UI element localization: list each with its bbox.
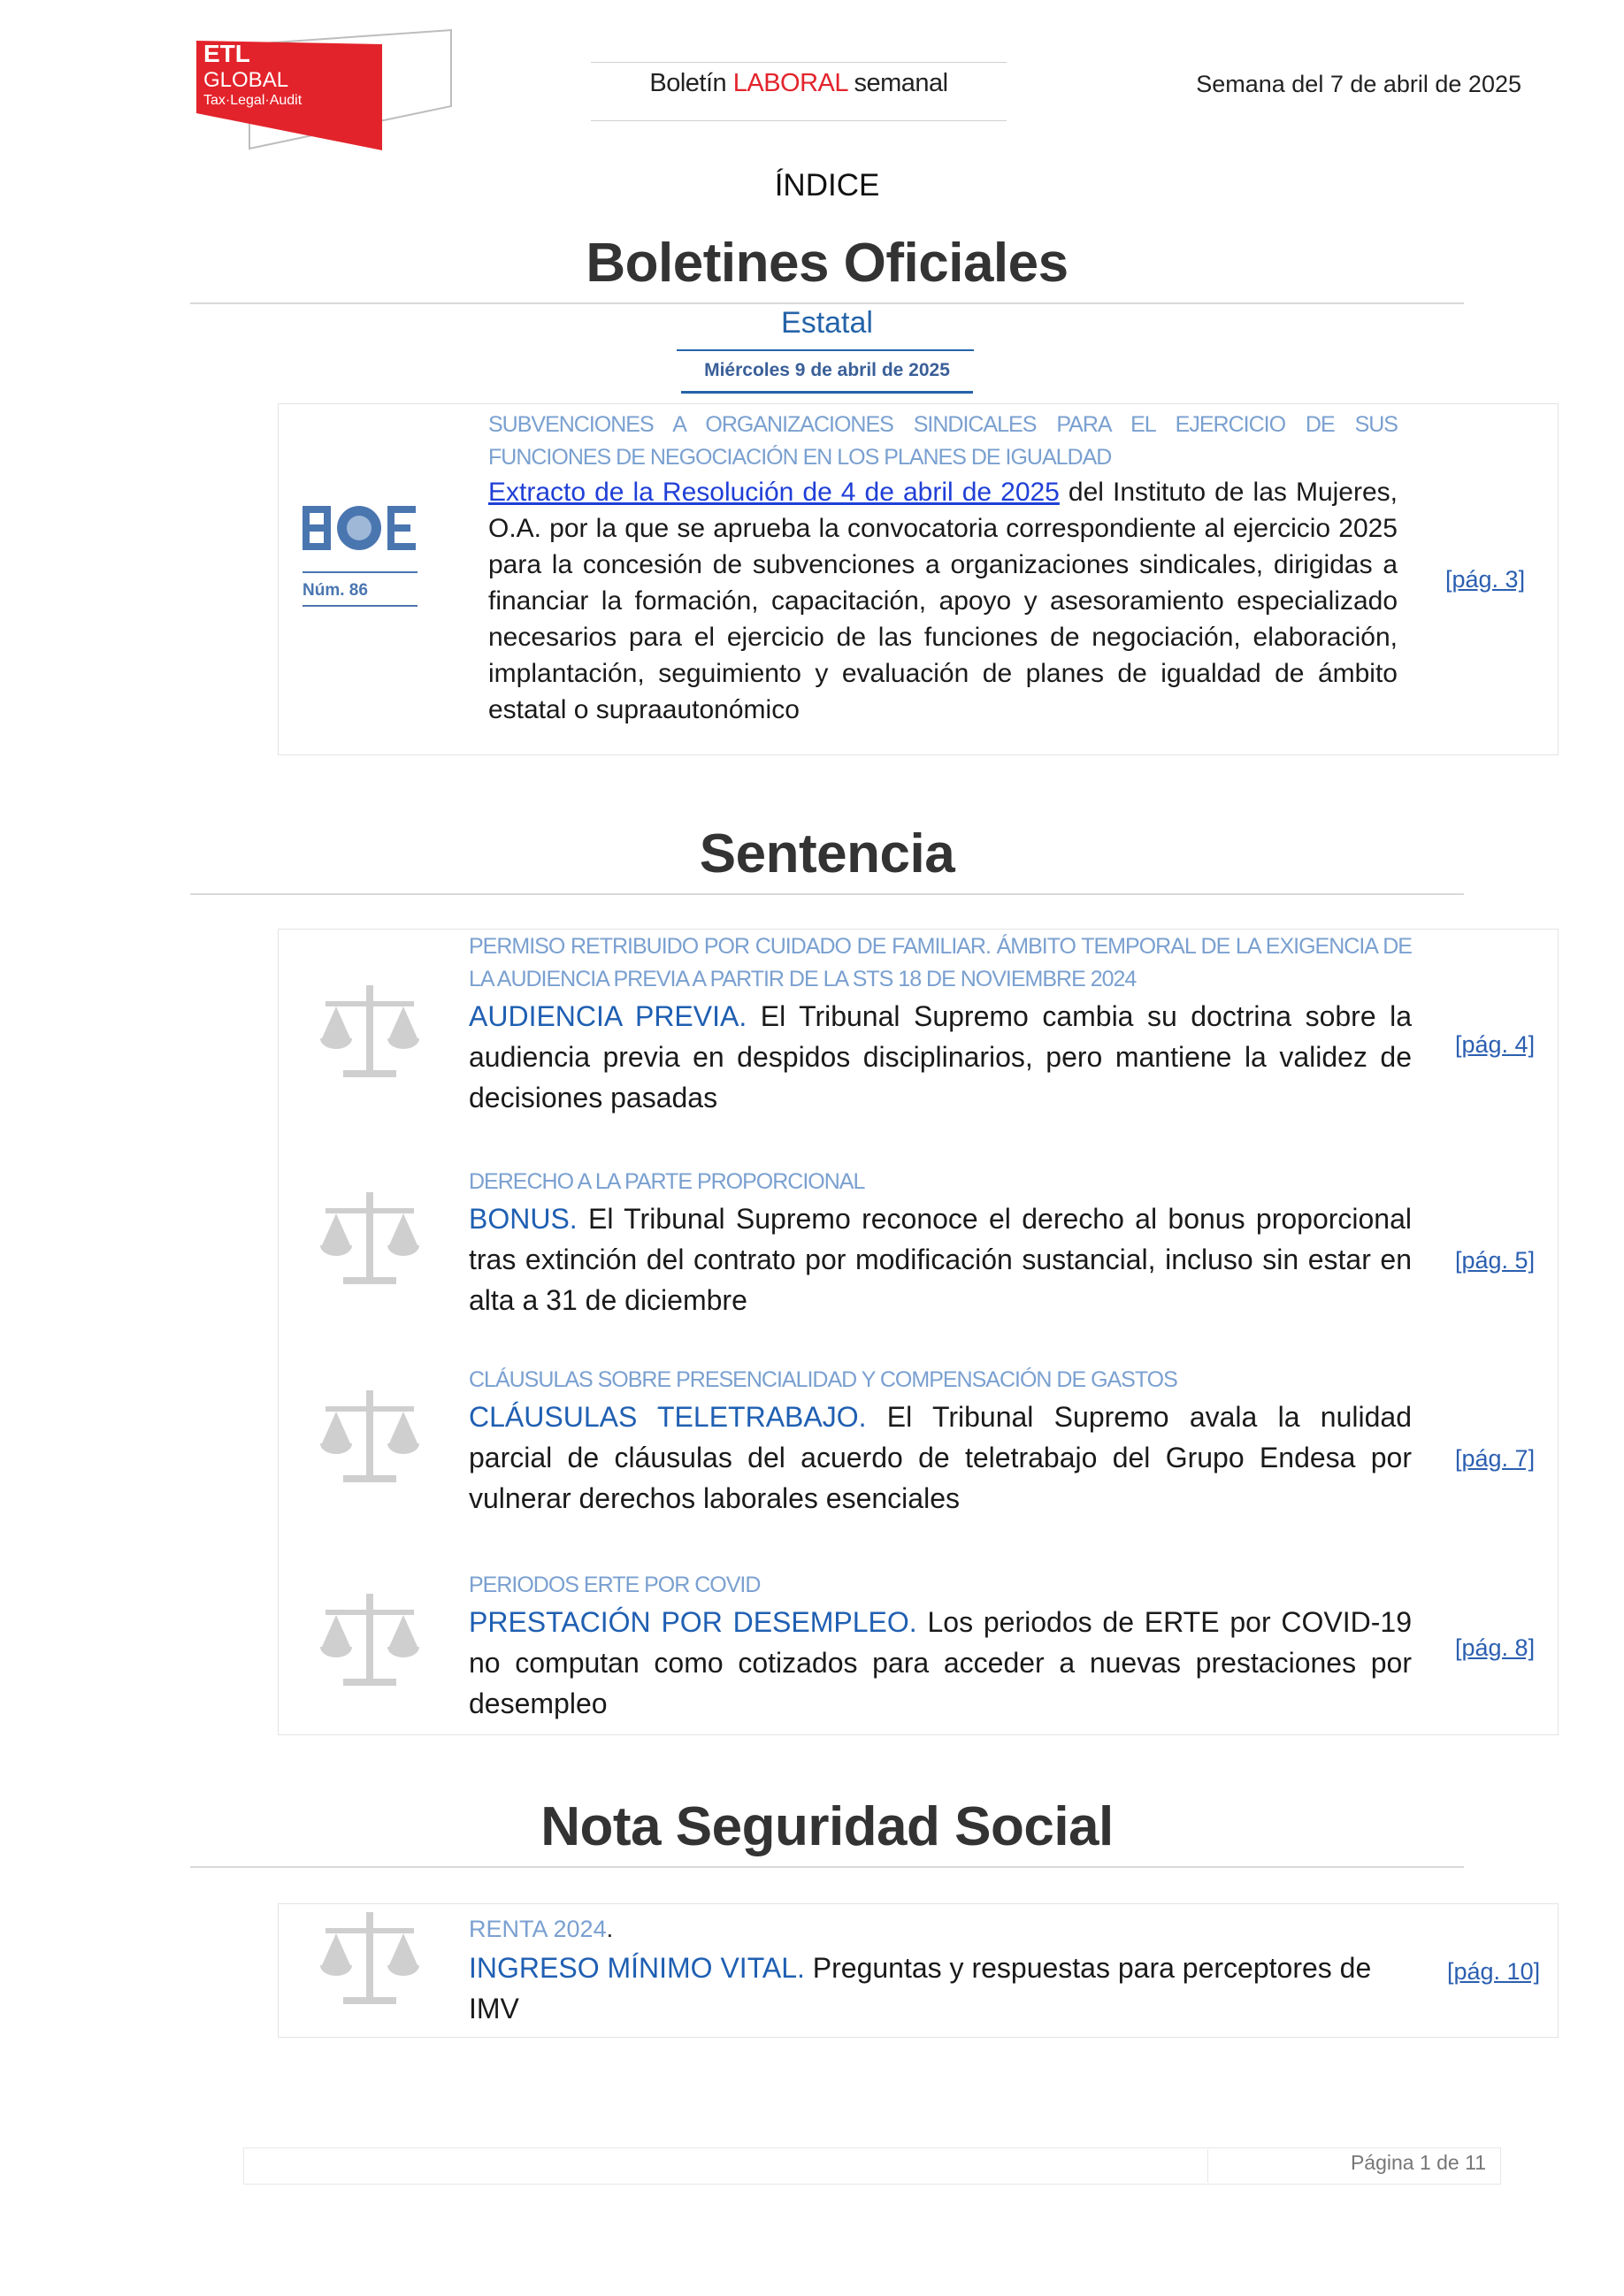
week-date: Semana del 7 de abril de 2025 (1196, 71, 1521, 97)
item-body: CLÁUSULAS TELETRABAJO. El Tribunal Supremo avala la nulidad parcial de cláusulas del acuerdo de teletrabajo del Grupo Endesa por vulnerar derechos laborales esenciales (469, 1401, 1413, 1514)
item-highlight: PRESTACIÓN POR DESEMPLEO. (469, 1606, 917, 1638)
section-title-sentencia: Sentencia (699, 823, 955, 884)
newsletter-title-highlight: LABORAL (732, 69, 847, 97)
logo-text-global: GLOBAL (203, 68, 289, 92)
item-kicker: PERIODOS ERTE POR COVID (469, 1573, 761, 1597)
sentencia-item (469, 930, 1412, 1118)
index-heading: ÍNDICE (774, 168, 880, 203)
resolution-link[interactable]: Extracto de la Resolución de 4 de abril de 2025 (488, 478, 1060, 507)
item-body: Extracto de la Resolución de 4 de abril de 2025 del Instituto de las Mujeres, O.A. por la que se aprueba la convocatoria correspondiente al ejercicio 2025 para la concesión de subvenciones a organizaciones sindicales, dirigidas a financiar la formación, capacitación, apoyo y asesoramiento especializado necesarios para el ejercicio de las funciones de negociación, elaboración, implantación, seguimiento y evaluación de planes de igualdad de ámbito estatal o supraautonómico (488, 478, 1398, 724)
item-highlight: CLÁUSULAS TELETRABAJO. (469, 1401, 867, 1433)
page-link-4[interactable]: [pág. 4] (1455, 1031, 1536, 1058)
bulletin-date-rule (681, 391, 973, 394)
item-body: PRESTACIÓN POR DESEMPLEO. Los periodos de ERTE por COVID-19 no computan como cotizados para acceder a nuevas prestaciones por desempleo (469, 1606, 1413, 1719)
brand-rule-top (591, 62, 1007, 63)
section-rule (190, 893, 1464, 895)
scales-icon (318, 1387, 421, 1494)
boe-number: Núm. 86 (303, 581, 368, 600)
page-number: Página 1 de 11 (1350, 2151, 1486, 2174)
item-kicker: RENTA 2024. (469, 1916, 614, 1942)
item-kicker: SUBVENCIONES A ORGANIZACIONES SINDICALES PARA EL EJERCICIO DE SUS FUNCIONES DE NEGOCIACIÓN EN LOS PLANES DE IGUALDAD (488, 412, 1398, 470)
scales-icon (318, 1590, 421, 1697)
page-link-8[interactable]: [pág. 8] (1455, 1634, 1536, 1661)
page-link-3[interactable]: [pág. 3] (1445, 566, 1526, 593)
section-rule (190, 302, 1464, 304)
scales-icon (318, 1189, 421, 1296)
subsection-rule (677, 349, 974, 351)
logo-text-etl: ETL (203, 40, 250, 67)
page-link-5[interactable]: [pág. 5] (1455, 1247, 1536, 1274)
scales-icon (318, 1909, 421, 2016)
item-kicker: DERECHO A LA PARTE PROPORCIONAL (469, 1169, 865, 1194)
boe-item (488, 409, 1398, 728)
section-title-nota: Nota Seguridad Social (540, 1796, 1114, 1857)
item-kicker: CLÁUSULAS SOBRE PRESENCIALIDAD Y COMPENSACIÓN DE GASTOS (469, 1367, 1177, 1392)
footer-divider (1207, 2149, 1208, 2183)
item-kicker: PERMISO RETRIBUIDO POR CUIDADO DE FAMILIAR. ÁMBITO TEMPORAL DE LA EXIGENCIA DE LA AUDIENCIA PREVIA A PARTIR DE LA STS 18 DE NOVIEMBRE 2024 (469, 934, 1412, 991)
page-link-7[interactable]: [pág. 7] (1455, 1445, 1536, 1472)
bulletin-date: Miércoles 9 de abril de 2025 (704, 360, 950, 380)
item-highlight: AUDIENCIA PREVIA. (469, 1000, 747, 1032)
logo-text-tagline: Tax·Legal·Audit (203, 93, 303, 108)
item-highlight: BONUS. (469, 1203, 578, 1235)
item-highlight: INGRESO MÍNIMO VITAL. (469, 1952, 805, 1984)
page-link-10[interactable]: [pág. 10] (1447, 1958, 1541, 1985)
brand-rule-bottom (591, 120, 1007, 121)
scales-icon (318, 982, 421, 1089)
item-body: AUDIENCIA PREVIA. El Tribunal Supremo cambia su doctrina sobre la audiencia previa en despidos disciplinarios, pero mantiene la validez de decisiones pasadas (469, 1000, 1412, 1114)
etl-global-logo (195, 28, 460, 152)
sentencia-item (469, 1166, 1412, 1320)
subsection-estatal: Estatal (781, 306, 873, 340)
item-body: INGRESO MÍNIMO VITAL. Preguntas y respuestas para perceptores de IMV (469, 1952, 1372, 2024)
section-title-boletines: Boletines Oficiales (586, 233, 1069, 294)
sentencia-item (469, 1364, 1412, 1519)
item-body: BONUS. El Tribunal Supremo reconoce el derecho al bonus proporcional tras extinción del contrato por modificación sustancial, incluso sin estar en alta a 31 de diciembre (469, 1203, 1412, 1316)
section-rule (190, 1866, 1464, 1868)
sentencia-item (469, 1569, 1412, 1724)
boe-badge (301, 495, 419, 610)
nota-item (469, 1910, 1398, 2029)
newsletter-title: Boletín LABORAL semanal (649, 69, 948, 97)
